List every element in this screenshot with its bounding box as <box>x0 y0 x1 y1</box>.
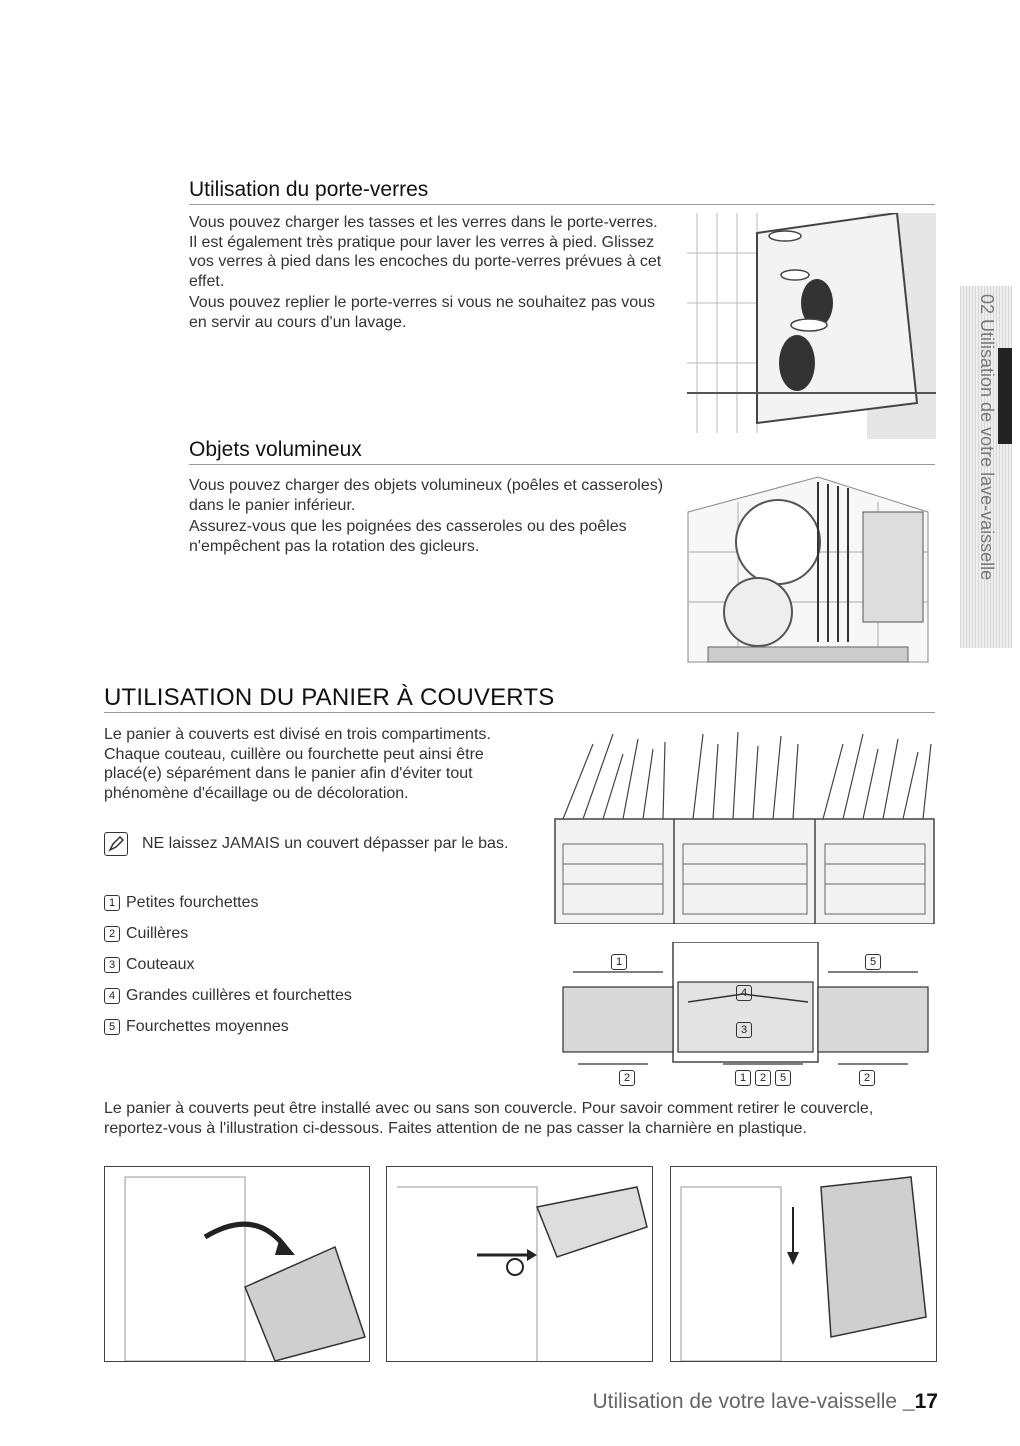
diagram-label: 2 <box>619 1070 635 1086</box>
diagram-label: 3 <box>736 1022 752 1038</box>
legend-label: Cuillères <box>126 924 189 942</box>
section-rule <box>189 464 935 465</box>
legend-label: Fourchettes moyennes <box>126 1017 289 1035</box>
legend-number: 3 <box>104 957 120 973</box>
note-text: NE laissez JAMAIS un couvert dépasser par le bas. <box>142 835 509 852</box>
section-rule <box>104 712 935 713</box>
large-items-illustration <box>678 472 936 672</box>
chapter-tab-label: 02 Utilisation de votre lave-vaisselle <box>977 294 997 581</box>
cutlery-basket-illustration <box>553 724 936 924</box>
paragraph: Vous pouvez charger des objets volumineux (poêles et casseroles) dans le panier inférieur. <box>189 477 664 514</box>
legend-list <box>104 887 352 1042</box>
diagram-label: 1 <box>735 1070 751 1086</box>
legend-label: Couteaux <box>126 955 195 973</box>
diagram-label: 5 <box>775 1070 791 1086</box>
page-footer <box>592 1390 938 1414</box>
section-rule <box>189 204 935 205</box>
footer-text: Utilisation de votre lave-vaisselle <box>592 1390 898 1413</box>
legend-number: 1 <box>104 895 120 911</box>
paragraph: Vous pouvez replier le porte-verres si vous ne souhaitez pas vous en servir au cours d'un lavage. <box>189 294 656 331</box>
diagram-label: 1 <box>611 954 627 970</box>
chapter-side-tab <box>960 286 1012 648</box>
legend-number: 4 <box>104 988 120 1004</box>
legend-item <box>104 949 352 980</box>
legend-item <box>104 1011 352 1042</box>
paragraph: Assurez-vous que les poignées des casseroles ou des poêles n'empêchent pas la rotation des gicleurs. <box>189 518 627 555</box>
section-title-panier-couverts: UTILISATION DU PANIER À COUVERTS <box>104 684 555 711</box>
paragraph: Vous pouvez charger les tasses et les verres dans le porte-verres. Il est également très pratique pour laver les verres à pied. Glissez vos verres à pied dans les encoches du porte-verres prévues à cet effet. <box>189 214 662 290</box>
legend-number: 5 <box>104 1019 120 1035</box>
diagram-label: 2 <box>755 1070 771 1086</box>
section-text-panier-couverts: Le panier à couverts est divisé en trois compartiments. Chaque couteau, cuillère ou fourchette peut ainsi être placé(e) séparément dans le panier afin d'éviter tout phénomène d'écaillage ou de décoloration. <box>104 726 491 802</box>
note-icon <box>104 832 128 856</box>
glass-holder-illustration <box>687 213 936 439</box>
legend-label: Petites fourchettes <box>126 893 259 911</box>
legend-item <box>104 980 352 1011</box>
install-text: Le panier à couverts peut être installé avec ou sans son couvercle. Pour savoir comment retirer le couvercle, reportez-vous à l'illustration ci-dessous. Faites attention de ne pas casser la charnière en plastique. <box>104 1100 874 1137</box>
section-title-objets-volumineux: Objets volumineux <box>189 438 362 461</box>
legend-number: 2 <box>104 926 120 942</box>
diagram-label: 4 <box>736 985 752 1001</box>
section-text-porte-verres <box>189 213 669 334</box>
step-illustration-2 <box>386 1166 653 1362</box>
legend-label: Grandes cuillères et fourchettes <box>126 986 352 1004</box>
step-illustration-1 <box>104 1166 370 1362</box>
compartment-diagram <box>553 942 936 1087</box>
diagram-label: 2 <box>859 1070 875 1086</box>
diagram-label: 5 <box>865 954 881 970</box>
step-illustration-3 <box>670 1166 937 1362</box>
section-title-porte-verres: Utilisation du porte-verres <box>189 178 429 201</box>
section-text-objets-volumineux <box>189 476 669 558</box>
warning-note <box>104 832 508 856</box>
legend-item <box>104 887 352 918</box>
legend-item <box>104 918 352 949</box>
page-number: _17 <box>902 1390 938 1413</box>
